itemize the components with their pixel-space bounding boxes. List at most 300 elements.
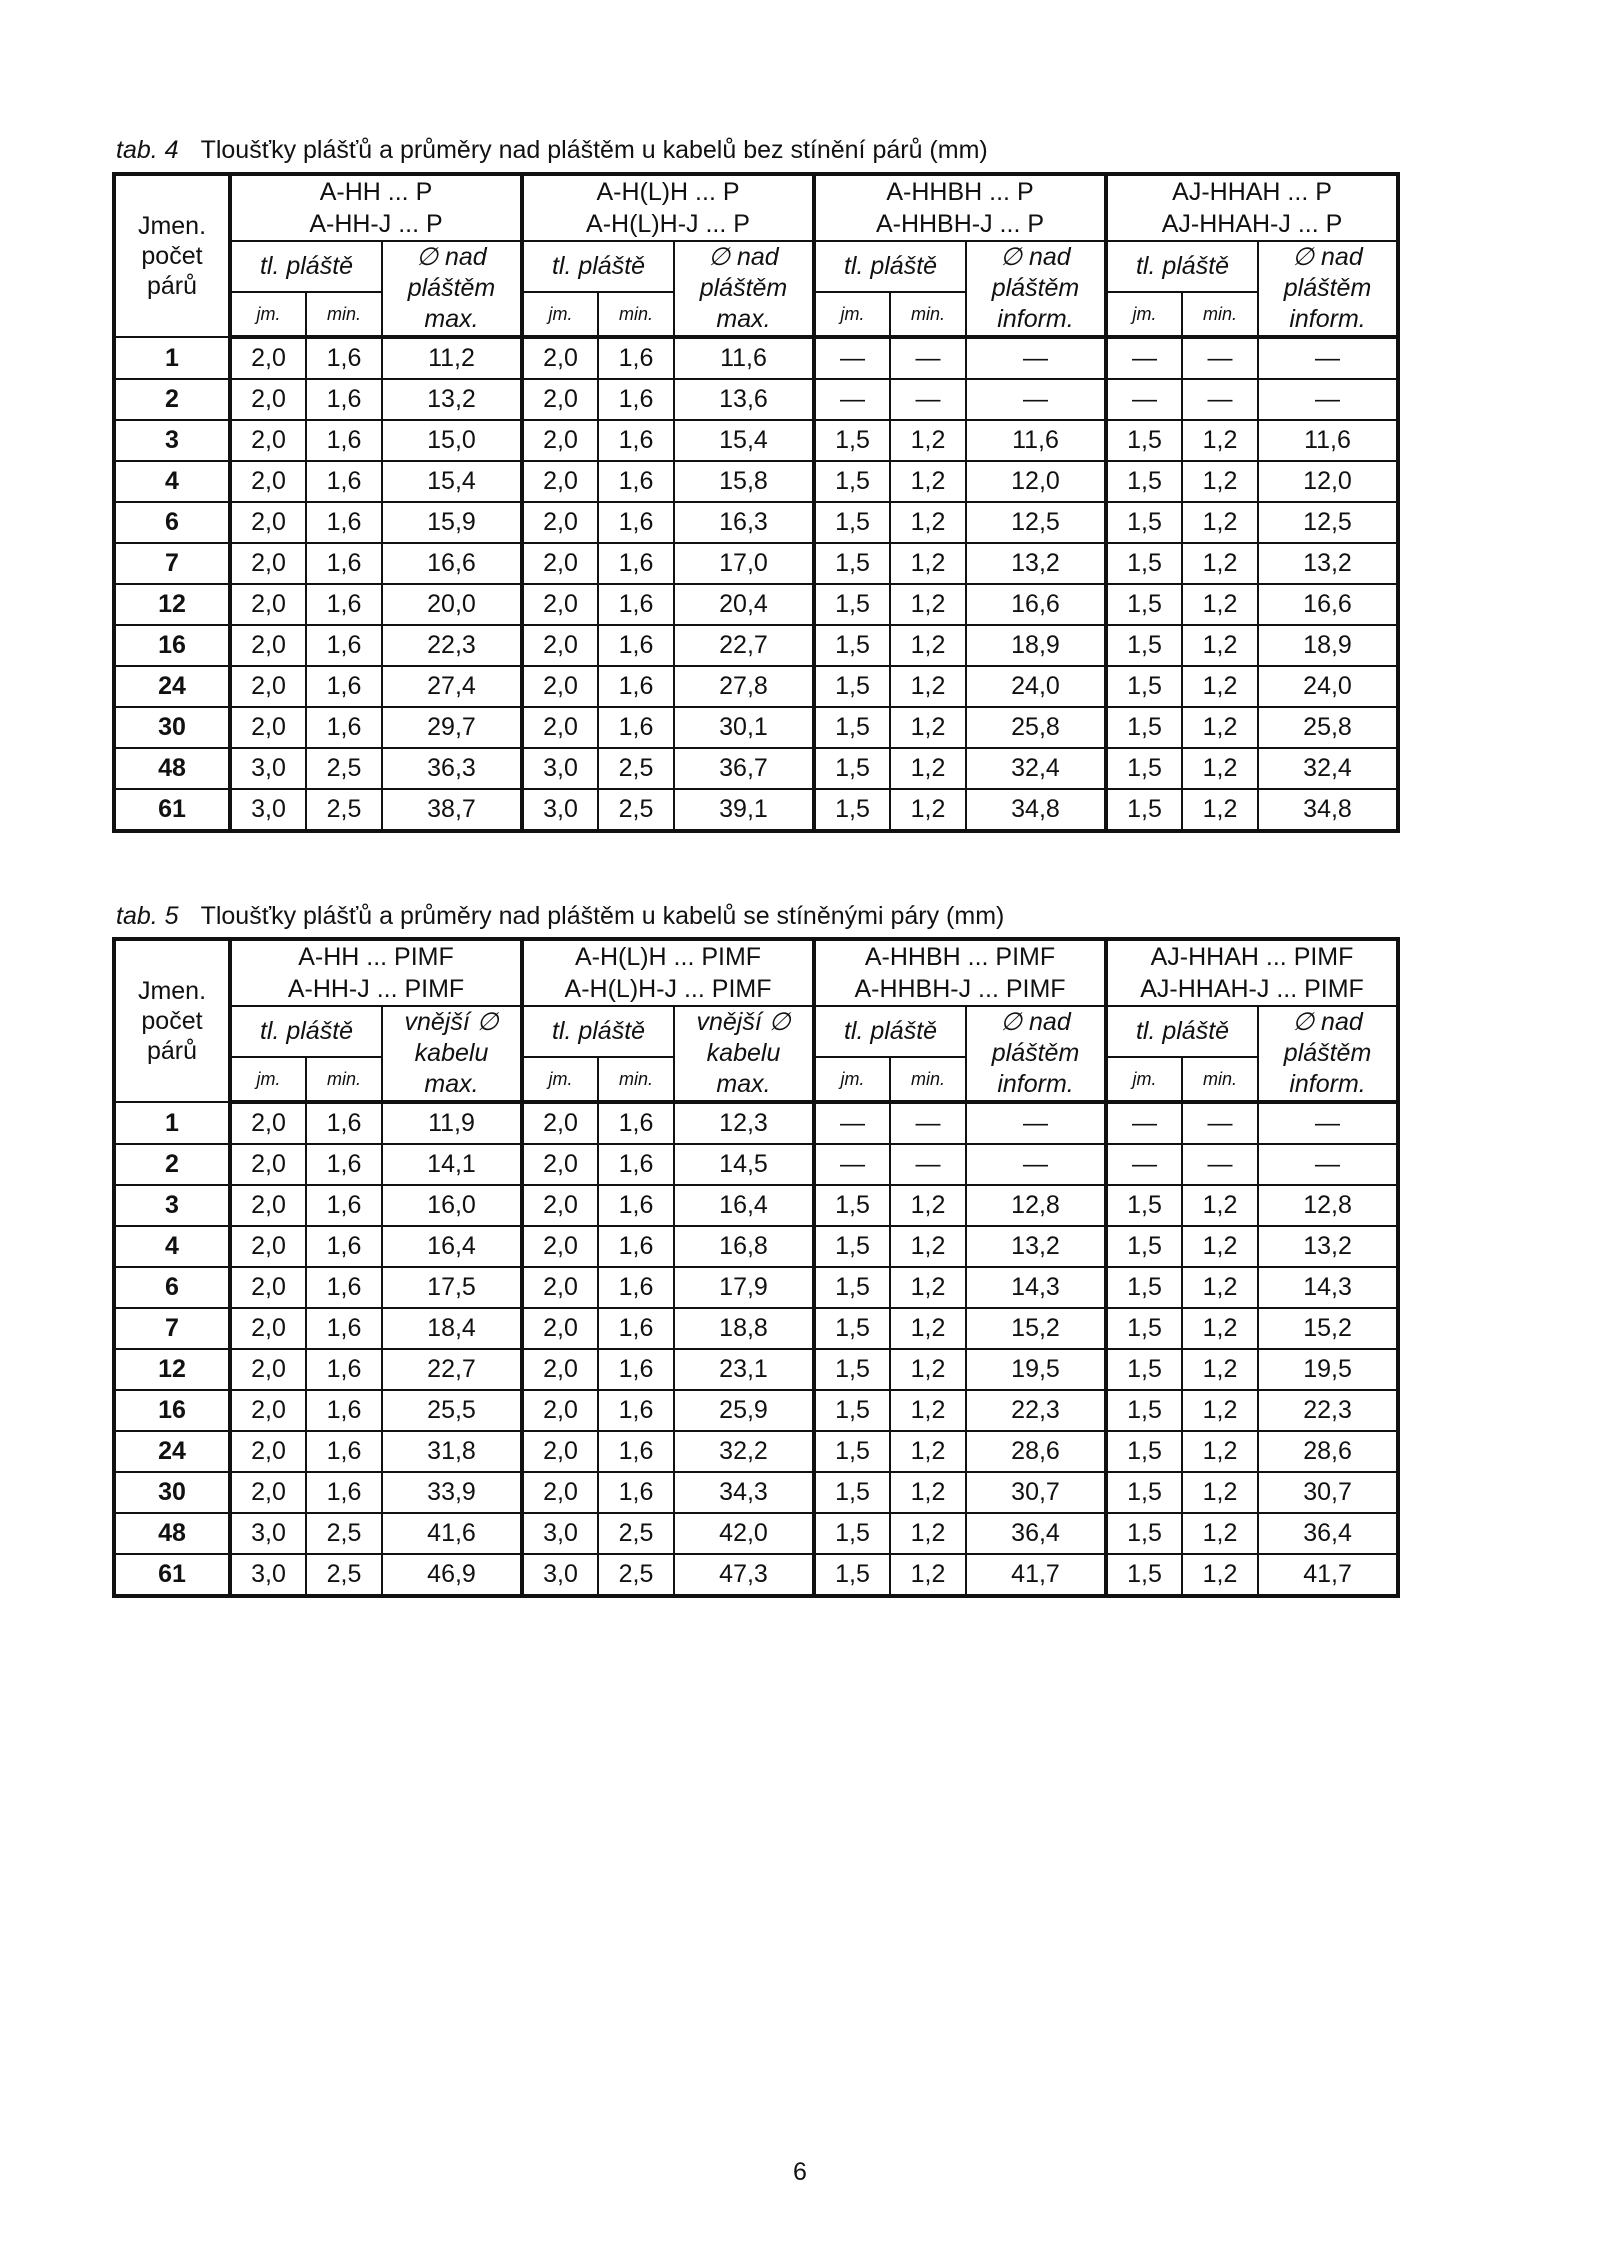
nominal-thickness-cell: 2,0	[230, 1102, 306, 1144]
table-row	[114, 337, 1398, 379]
table-row	[114, 1144, 1398, 1185]
diameter-cell: 16,6	[382, 543, 522, 584]
min-thickness-cell: 1,6	[598, 379, 674, 420]
diameter-cell: 22,7	[382, 1349, 522, 1390]
pair-count-cell: 24	[114, 666, 230, 707]
diameter-header-line: max.	[424, 1070, 479, 1098]
nominal-subheader: jm.	[522, 1057, 598, 1102]
header-row	[114, 241, 1398, 292]
min-thickness-cell: 1,2	[1182, 1431, 1258, 1472]
pair-count-cell: 7	[114, 543, 230, 584]
min-thickness-cell: 1,2	[1182, 543, 1258, 584]
min-thickness-cell: 1,2	[890, 1349, 966, 1390]
min-thickness-cell: 1,6	[598, 707, 674, 748]
nominal-thickness-cell: 2,0	[522, 1267, 598, 1308]
diameter-cell: 12,0	[966, 461, 1106, 502]
nominal-thickness-cell: 1,5	[1106, 543, 1182, 584]
table-5-body	[114, 1102, 1398, 1596]
min-thickness-cell: 1,2	[890, 584, 966, 625]
min-thickness-cell: 1,6	[598, 1431, 674, 1472]
table-5-caption	[116, 902, 1004, 931]
diameter-cell: 13,2	[966, 543, 1106, 584]
diameter-cell: 34,3	[674, 1472, 814, 1513]
table-row	[114, 461, 1398, 502]
nominal-thickness-cell: 1,5	[1106, 1349, 1182, 1390]
nominal-thickness-cell: —	[814, 1102, 890, 1144]
diameter-cell: 18,9	[1258, 625, 1398, 666]
nominal-thickness-cell: 2,0	[230, 1308, 306, 1349]
table-row	[114, 584, 1398, 625]
minimum-subheader: min.	[1182, 1057, 1258, 1102]
nominal-thickness-cell: 3,0	[522, 1513, 598, 1554]
table-row	[114, 1185, 1398, 1226]
diameter-header-line: ∅ nad	[1292, 243, 1363, 271]
pair-count-cell: 3	[114, 1185, 230, 1226]
min-thickness-cell: 1,6	[306, 1431, 382, 1472]
diameter-cell: 16,6	[1258, 584, 1398, 625]
nominal-subheader: jm.	[230, 1057, 306, 1102]
min-thickness-cell: 1,2	[1182, 1267, 1258, 1308]
min-thickness-cell: 1,2	[1182, 1185, 1258, 1226]
nominal-thickness-cell: 1,5	[1106, 1554, 1182, 1596]
diameter-header-line: ∅ nad	[708, 243, 779, 271]
diameter-cell: 28,6	[966, 1431, 1106, 1472]
min-thickness-cell: 1,6	[598, 1185, 674, 1226]
diameter-header	[1258, 1006, 1398, 1102]
nominal-thickness-cell: —	[1106, 1144, 1182, 1185]
table-row	[114, 543, 1398, 584]
diameter-cell: 11,9	[382, 1102, 522, 1144]
cable-type-name-alt: A-HHBH-J ... PIMF	[854, 975, 1066, 1003]
min-thickness-cell: 1,6	[598, 502, 674, 543]
cable-type-header	[1106, 174, 1398, 241]
nominal-thickness-cell: 2,0	[522, 1144, 598, 1185]
min-thickness-cell: 1,6	[306, 1185, 382, 1226]
diameter-header	[382, 241, 522, 337]
nominal-thickness-cell: 1,5	[814, 1431, 890, 1472]
min-thickness-cell: 2,5	[598, 1554, 674, 1596]
diameter-cell: 11,6	[966, 420, 1106, 461]
nominal-thickness-cell: 1,5	[1106, 666, 1182, 707]
diameter-header-line: ∅ nad	[1000, 243, 1071, 271]
diameter-cell: 15,8	[674, 461, 814, 502]
nominal-thickness-cell: 1,5	[814, 461, 890, 502]
nominal-thickness-cell: 2,0	[522, 707, 598, 748]
diameter-cell: 36,3	[382, 748, 522, 789]
diameter-cell: 20,0	[382, 584, 522, 625]
diameter-cell: 22,7	[674, 625, 814, 666]
min-thickness-cell: 1,6	[306, 1308, 382, 1349]
cable-type-header	[814, 174, 1106, 241]
min-thickness-cell: 1,2	[890, 461, 966, 502]
diameter-cell: 41,6	[382, 1513, 522, 1554]
diameter-cell: —	[1258, 1144, 1398, 1185]
pair-count-cell: 2	[114, 1144, 230, 1185]
nominal-thickness-cell: 1,5	[1106, 625, 1182, 666]
diameter-cell: 15,2	[966, 1308, 1106, 1349]
min-thickness-cell: 1,6	[306, 379, 382, 420]
pair-count-cell: 4	[114, 461, 230, 502]
cable-type-name: AJ-HHAH ... P	[1172, 178, 1332, 206]
min-thickness-cell: 2,5	[598, 1513, 674, 1554]
nominal-subheader: jm.	[814, 1057, 890, 1102]
diameter-cell: 27,4	[382, 666, 522, 707]
min-thickness-cell: 1,6	[598, 1308, 674, 1349]
cable-type-name: A-H(L)H ... P	[596, 178, 740, 206]
diameter-cell: 13,2	[1258, 543, 1398, 584]
nominal-thickness-cell: 2,0	[230, 502, 306, 543]
diameter-cell: 41,7	[966, 1554, 1106, 1596]
nominal-thickness-cell: 2,0	[522, 666, 598, 707]
nominal-thickness-cell: 3,0	[230, 1513, 306, 1554]
pair-count-cell: 1	[114, 1102, 230, 1144]
minimum-subheader: min.	[306, 292, 382, 337]
nominal-thickness-cell: 1,5	[814, 1267, 890, 1308]
cable-type-name: A-HHBH ... P	[886, 178, 1034, 206]
header-row	[114, 1006, 1398, 1057]
minimum-subheader: min.	[1182, 292, 1258, 337]
min-thickness-cell: 1,2	[1182, 1472, 1258, 1513]
nominal-thickness-cell: 2,0	[230, 420, 306, 461]
nominal-thickness-cell: —	[1106, 337, 1182, 379]
cable-type-header	[522, 174, 814, 241]
min-thickness-cell: 1,6	[598, 1349, 674, 1390]
table-5	[112, 937, 1400, 1598]
diameter-header-line: pláštěm	[991, 1039, 1080, 1067]
min-thickness-cell: 1,2	[1182, 748, 1258, 789]
diameter-cell: 12,8	[1258, 1185, 1398, 1226]
diameter-cell: 18,8	[674, 1308, 814, 1349]
min-thickness-cell: 1,2	[890, 1513, 966, 1554]
min-thickness-cell: 1,6	[598, 461, 674, 502]
diameter-cell: 29,7	[382, 707, 522, 748]
table-4-body	[114, 337, 1398, 831]
diameter-header-line: inform.	[997, 305, 1074, 333]
diameter-cell: 17,0	[674, 543, 814, 584]
pair-count-cell: 30	[114, 1472, 230, 1513]
min-thickness-cell: —	[1182, 1102, 1258, 1144]
pair-count-cell: 6	[114, 502, 230, 543]
nominal-thickness-cell: —	[1106, 379, 1182, 420]
diameter-cell: 25,5	[382, 1390, 522, 1431]
nominal-thickness-cell: 2,0	[230, 461, 306, 502]
cable-type-name: AJ-HHAH ... PIMF	[1150, 943, 1354, 971]
cable-type-name-alt: A-H(L)H-J ... PIMF	[564, 975, 772, 1003]
diameter-cell: 13,2	[966, 1226, 1106, 1267]
nominal-subheader: jm.	[522, 292, 598, 337]
min-thickness-cell: —	[1182, 337, 1258, 379]
min-thickness-cell: 1,6	[598, 1226, 674, 1267]
count-header-line: Jmen.	[137, 977, 207, 1005]
nominal-thickness-cell: 2,0	[522, 1185, 598, 1226]
minimum-subheader: min.	[890, 1057, 966, 1102]
diameter-header-line: vnější ∅	[404, 1008, 499, 1036]
min-thickness-cell: 2,5	[306, 748, 382, 789]
pair-count-cell: 12	[114, 584, 230, 625]
diameter-header-line: kabelu	[414, 1039, 489, 1067]
page-number: 6	[793, 2158, 807, 2186]
diameter-cell: 12,5	[966, 502, 1106, 543]
diameter-cell: 36,4	[1258, 1513, 1398, 1554]
min-thickness-cell: 2,5	[306, 1554, 382, 1596]
nominal-thickness-cell: 2,0	[230, 1349, 306, 1390]
pair-count-cell: 48	[114, 1513, 230, 1554]
min-thickness-cell: 1,2	[890, 543, 966, 584]
sheath-thickness-header: tl. pláště	[814, 241, 966, 292]
nominal-thickness-cell: 2,0	[230, 337, 306, 379]
nominal-thickness-cell: 3,0	[522, 1554, 598, 1596]
min-thickness-cell: 2,5	[598, 748, 674, 789]
cable-type-name: A-HHBH ... PIMF	[864, 943, 1056, 971]
min-thickness-cell: 1,2	[1182, 1349, 1258, 1390]
min-thickness-cell: 1,2	[890, 748, 966, 789]
table-row	[114, 1349, 1398, 1390]
diameter-header	[674, 1006, 814, 1102]
min-thickness-cell: 1,6	[306, 420, 382, 461]
nominal-thickness-cell: 2,0	[522, 625, 598, 666]
diameter-cell: 24,0	[966, 666, 1106, 707]
min-thickness-cell: 1,2	[890, 1390, 966, 1431]
sheath-thickness-header: tl. pláště	[1106, 241, 1258, 292]
min-thickness-cell: 1,6	[598, 1267, 674, 1308]
min-thickness-cell: 1,6	[306, 707, 382, 748]
min-thickness-cell: 1,6	[306, 1226, 382, 1267]
min-thickness-cell: 1,2	[890, 707, 966, 748]
nominal-thickness-cell: 2,0	[230, 1226, 306, 1267]
diameter-cell: 38,7	[382, 789, 522, 831]
nominal-subheader: jm.	[814, 292, 890, 337]
min-thickness-cell: 1,2	[890, 1226, 966, 1267]
min-thickness-cell: 1,6	[598, 625, 674, 666]
diameter-cell: 15,4	[674, 420, 814, 461]
sheath-thickness-header: tl. pláště	[522, 241, 674, 292]
pair-count-cell: 30	[114, 707, 230, 748]
table-5-header	[114, 939, 1398, 1102]
diameter-cell: 25,8	[1258, 707, 1398, 748]
nominal-thickness-cell: 2,0	[230, 625, 306, 666]
min-thickness-cell: 1,2	[890, 420, 966, 461]
min-thickness-cell: 1,2	[890, 1472, 966, 1513]
diameter-cell: 22,3	[1258, 1390, 1398, 1431]
min-thickness-cell: 1,6	[598, 1144, 674, 1185]
sheath-thickness-header: tl. pláště	[230, 1006, 382, 1057]
cable-type-name-alt: AJ-HHAH-J ... PIMF	[1140, 975, 1364, 1003]
header-row	[114, 174, 1398, 241]
nominal-thickness-cell: 2,0	[230, 1144, 306, 1185]
table-4-title: Tloušťky plášťů a průměry nad pláštěm u kabelů bez stínění párů (mm)	[200, 136, 988, 164]
diameter-cell: —	[966, 1102, 1106, 1144]
nominal-thickness-cell: 1,5	[1106, 1431, 1182, 1472]
nominal-thickness-cell: 3,0	[230, 789, 306, 831]
nominal-thickness-cell: 2,0	[230, 1431, 306, 1472]
diameter-cell: 22,3	[966, 1390, 1106, 1431]
diameter-cell: 33,9	[382, 1472, 522, 1513]
diameter-cell: 14,3	[1258, 1267, 1398, 1308]
diameter-cell: 30,1	[674, 707, 814, 748]
pair-count-cell: 16	[114, 1390, 230, 1431]
pair-count-cell: 2	[114, 379, 230, 420]
diameter-cell: 22,3	[382, 625, 522, 666]
min-thickness-cell: 1,6	[306, 1102, 382, 1144]
diameter-cell: 24,0	[1258, 666, 1398, 707]
table-row	[114, 1513, 1398, 1554]
minimum-subheader: min.	[598, 1057, 674, 1102]
count-header-line: párů	[146, 272, 198, 300]
min-thickness-cell: —	[890, 1144, 966, 1185]
cable-type-name-alt: A-HHBH-J ... P	[875, 210, 1045, 238]
diameter-cell: 30,7	[966, 1472, 1106, 1513]
nominal-thickness-cell: 3,0	[230, 748, 306, 789]
nominal-thickness-cell: 1,5	[1106, 1308, 1182, 1349]
sheath-thickness-header: tl. pláště	[814, 1006, 966, 1057]
diameter-cell: 12,5	[1258, 502, 1398, 543]
min-thickness-cell: 1,2	[890, 625, 966, 666]
cable-type-header	[1106, 939, 1398, 1006]
cable-type-name: A-H(L)H ... PIMF	[574, 943, 762, 971]
table-row	[114, 1554, 1398, 1596]
nominal-thickness-cell: 1,5	[1106, 1390, 1182, 1431]
min-thickness-cell: 1,6	[598, 337, 674, 379]
diameter-cell: 36,4	[966, 1513, 1106, 1554]
diameter-cell: 11,2	[382, 337, 522, 379]
min-thickness-cell: 1,6	[306, 337, 382, 379]
diameter-cell: 17,5	[382, 1267, 522, 1308]
diameter-header-line: inform.	[1289, 305, 1366, 333]
nominal-thickness-cell: 2,0	[522, 1349, 598, 1390]
count-header-line: počet	[141, 242, 203, 270]
nominal-thickness-cell: 1,5	[814, 420, 890, 461]
table-row	[114, 1226, 1398, 1267]
table-row	[114, 379, 1398, 420]
diameter-cell: 16,8	[674, 1226, 814, 1267]
diameter-cell: 16,4	[382, 1226, 522, 1267]
min-thickness-cell: 2,5	[306, 789, 382, 831]
pair-count-cell: 3	[114, 420, 230, 461]
min-thickness-cell: 1,6	[598, 1102, 674, 1144]
min-thickness-cell: 1,6	[306, 461, 382, 502]
diameter-cell: 15,2	[1258, 1308, 1398, 1349]
diameter-header-line: pláštěm	[407, 274, 496, 302]
diameter-header-line: ∅ nad	[1292, 1008, 1363, 1036]
diameter-cell: 19,5	[1258, 1349, 1398, 1390]
pair-count-cell: 6	[114, 1267, 230, 1308]
diameter-header-line: max.	[716, 1070, 771, 1098]
nominal-thickness-cell: 1,5	[814, 1554, 890, 1596]
min-thickness-cell: 1,2	[1182, 789, 1258, 831]
diameter-cell: 19,5	[966, 1349, 1106, 1390]
diameter-cell: —	[966, 1144, 1106, 1185]
min-thickness-cell: 1,2	[1182, 584, 1258, 625]
min-thickness-cell: 1,6	[598, 420, 674, 461]
diameter-header-line: max.	[716, 305, 771, 333]
diameter-cell: 34,8	[966, 789, 1106, 831]
nominal-thickness-cell: 3,0	[522, 789, 598, 831]
diameter-header	[382, 1006, 522, 1102]
nominal-subheader: jm.	[1106, 292, 1182, 337]
nominal-thickness-cell: 1,5	[1106, 1267, 1182, 1308]
table-5-title: Tloušťky plášťů a průměry nad pláštěm u kabelů se stíněnými páry (mm)	[200, 902, 1005, 930]
cable-type-name: A-HH ... PIMF	[298, 943, 454, 971]
nominal-thickness-cell: 2,0	[522, 1308, 598, 1349]
nominal-thickness-cell: —	[1106, 1102, 1182, 1144]
diameter-cell: 11,6	[1258, 420, 1398, 461]
min-thickness-cell: 1,2	[1182, 1513, 1258, 1554]
count-header-line: Jmen.	[137, 212, 207, 240]
nominal-thickness-cell: 1,5	[814, 625, 890, 666]
cable-type-name-alt: A-HH-J ... PIMF	[287, 975, 465, 1003]
diameter-cell: 25,8	[966, 707, 1106, 748]
nominal-thickness-cell: 2,0	[522, 1472, 598, 1513]
nominal-thickness-cell: 1,5	[1106, 707, 1182, 748]
nominal-thickness-cell: 1,5	[1106, 461, 1182, 502]
diameter-cell: 13,2	[1258, 1226, 1398, 1267]
pair-count-cell: 61	[114, 789, 230, 831]
diameter-cell: 12,0	[1258, 461, 1398, 502]
diameter-cell: 36,7	[674, 748, 814, 789]
min-thickness-cell: 1,2	[1182, 707, 1258, 748]
nominal-thickness-cell: 2,0	[522, 584, 598, 625]
diameter-cell: 27,8	[674, 666, 814, 707]
nominal-thickness-cell: 1,5	[814, 666, 890, 707]
nominal-thickness-cell: 2,0	[230, 1185, 306, 1226]
diameter-cell: 18,4	[382, 1308, 522, 1349]
nominal-thickness-cell: 1,5	[814, 502, 890, 543]
nominal-thickness-cell: 2,0	[230, 1390, 306, 1431]
table-row	[114, 748, 1398, 789]
table-5-number: tab. 5	[116, 902, 179, 930]
diameter-cell: 12,3	[674, 1102, 814, 1144]
table-row	[114, 1308, 1398, 1349]
cable-type-header	[230, 174, 522, 241]
nominal-thickness-cell: 1,5	[814, 543, 890, 584]
diameter-cell: —	[966, 379, 1106, 420]
min-thickness-cell: —	[1182, 379, 1258, 420]
nominal-thickness-cell: 2,0	[522, 1102, 598, 1144]
nominal-thickness-cell: 1,5	[814, 1472, 890, 1513]
nominal-thickness-cell: 2,0	[522, 1431, 598, 1472]
min-thickness-cell: 1,2	[1182, 420, 1258, 461]
diameter-cell: 28,6	[1258, 1431, 1398, 1472]
diameter-header	[1258, 241, 1398, 337]
diameter-cell: —	[966, 337, 1106, 379]
diameter-cell: 30,7	[1258, 1472, 1398, 1513]
header-row	[114, 939, 1398, 1006]
diameter-cell: 14,1	[382, 1144, 522, 1185]
nominal-thickness-cell: 1,5	[1106, 584, 1182, 625]
nominal-thickness-cell: 1,5	[1106, 1185, 1182, 1226]
diameter-cell: 14,3	[966, 1267, 1106, 1308]
nominal-thickness-cell: 1,5	[1106, 502, 1182, 543]
min-thickness-cell: 1,6	[306, 1349, 382, 1390]
min-thickness-cell: 1,2	[890, 1267, 966, 1308]
nominal-thickness-cell: 1,5	[1106, 1472, 1182, 1513]
pair-count-cell: 48	[114, 748, 230, 789]
nominal-thickness-cell: —	[814, 337, 890, 379]
min-thickness-cell: 2,5	[306, 1513, 382, 1554]
nominal-thickness-cell: 1,5	[814, 707, 890, 748]
sheath-thickness-header: tl. pláště	[522, 1006, 674, 1057]
min-thickness-cell: 1,2	[890, 1431, 966, 1472]
diameter-header	[966, 241, 1106, 337]
min-thickness-cell: 1,6	[306, 1144, 382, 1185]
diameter-header-line: inform.	[1289, 1070, 1366, 1098]
nominal-thickness-cell: 2,0	[522, 461, 598, 502]
cable-type-header	[230, 939, 522, 1006]
min-thickness-cell: 2,5	[598, 789, 674, 831]
min-thickness-cell: 1,2	[1182, 1390, 1258, 1431]
sheath-thickness-header: tl. pláště	[230, 241, 382, 292]
table-4-number: tab. 4	[116, 136, 179, 164]
